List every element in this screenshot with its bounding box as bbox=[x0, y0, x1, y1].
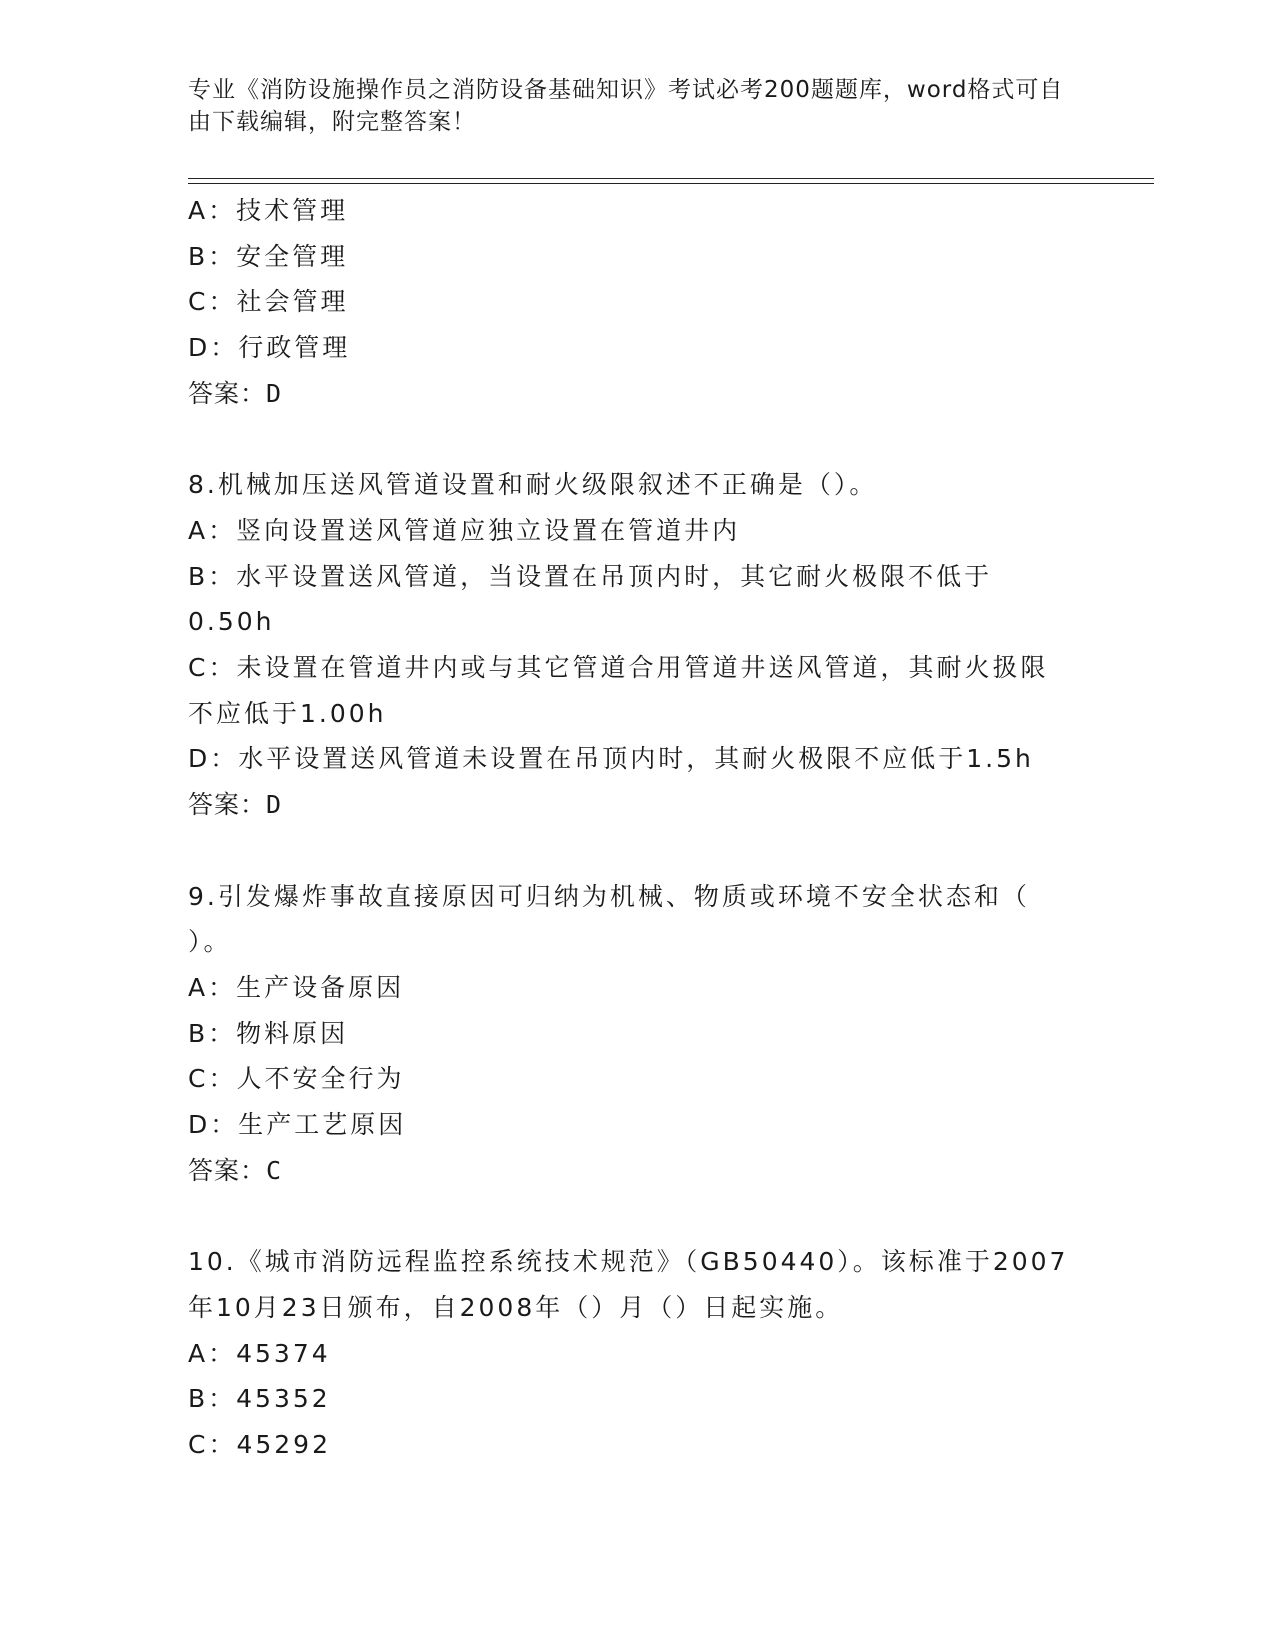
spacer bbox=[188, 1193, 1088, 1239]
document-header: 专业《消防设施操作员之消防设备基础知识》考试必考200题题库，word格式可自由下载编辑，附完整答案！ bbox=[188, 77, 1064, 135]
option-c: C：人不安全行为 bbox=[188, 1064, 405, 1094]
option-a: A：生产设备原因 bbox=[188, 972, 405, 1002]
option-d: D：水平设置送风管道未设置在吊顶内时，其耐火极限不应低于1.5h bbox=[188, 744, 1034, 774]
answer-value: C bbox=[266, 1155, 283, 1185]
spacer bbox=[188, 417, 1088, 463]
question-stem: 9.引发爆炸事故直接原因可归纳为机械、物质或环境不安全状态和（ bbox=[188, 881, 1030, 911]
answer-line bbox=[188, 782, 1088, 828]
option-c: C：社会管理 bbox=[188, 287, 349, 317]
question-stem-continued: ）。 bbox=[188, 927, 232, 957]
answer-label: 答案： bbox=[188, 378, 267, 408]
option-b: B：物料原因 bbox=[188, 1018, 349, 1048]
option-b: B：水平设置送风管道，当设置在吊顶内时，其它耐火极限不低于 bbox=[188, 561, 993, 591]
question-7 bbox=[188, 188, 1088, 417]
option-a: A：技术管理 bbox=[188, 196, 349, 225]
answer-value: D bbox=[266, 378, 283, 408]
option-c: C：未设置在管道井内或与其它管道合用管道井送风管道，其耐火扱限 bbox=[188, 653, 1049, 683]
spacer bbox=[188, 828, 1088, 874]
question-stem-continued: 年10月23日颁布，自2008年（）月（）日起实施。 bbox=[188, 1292, 844, 1322]
question-list bbox=[188, 188, 1088, 1468]
option-a: A：45374 bbox=[188, 1338, 331, 1368]
option-b-continued: 0.50h bbox=[188, 607, 275, 637]
header-rule-bottom bbox=[188, 183, 1154, 184]
question-stem: 10.《城市消防远程监控系统技术规范》（GB50440）。该标准于2007 bbox=[188, 1247, 1069, 1277]
answer-value: D bbox=[266, 790, 283, 820]
option-b: B：45352 bbox=[188, 1384, 331, 1414]
question-10 bbox=[188, 1239, 1088, 1468]
header-rule-top bbox=[188, 178, 1154, 179]
answer-label: 答案： bbox=[188, 1155, 267, 1185]
question-8 bbox=[188, 462, 1088, 828]
option-c: C：45292 bbox=[188, 1429, 331, 1459]
answer-line bbox=[188, 1148, 1088, 1194]
question-9 bbox=[188, 874, 1088, 1194]
option-d: D：生产工艺原因 bbox=[188, 1110, 407, 1140]
option-d: D：行政管理 bbox=[188, 333, 351, 363]
option-a: A：竖向设置送风管道应独立设置在管道井内 bbox=[188, 515, 741, 545]
option-b: B：安全管理 bbox=[188, 241, 349, 271]
option-c-continued: 不应低于1.00h bbox=[188, 698, 387, 728]
answer-label: 答案： bbox=[188, 790, 267, 820]
answer-line bbox=[188, 371, 1088, 417]
question-stem: 8.机械加压送风管道设置和耐火级限叙述不正确是（）。 bbox=[188, 470, 878, 500]
